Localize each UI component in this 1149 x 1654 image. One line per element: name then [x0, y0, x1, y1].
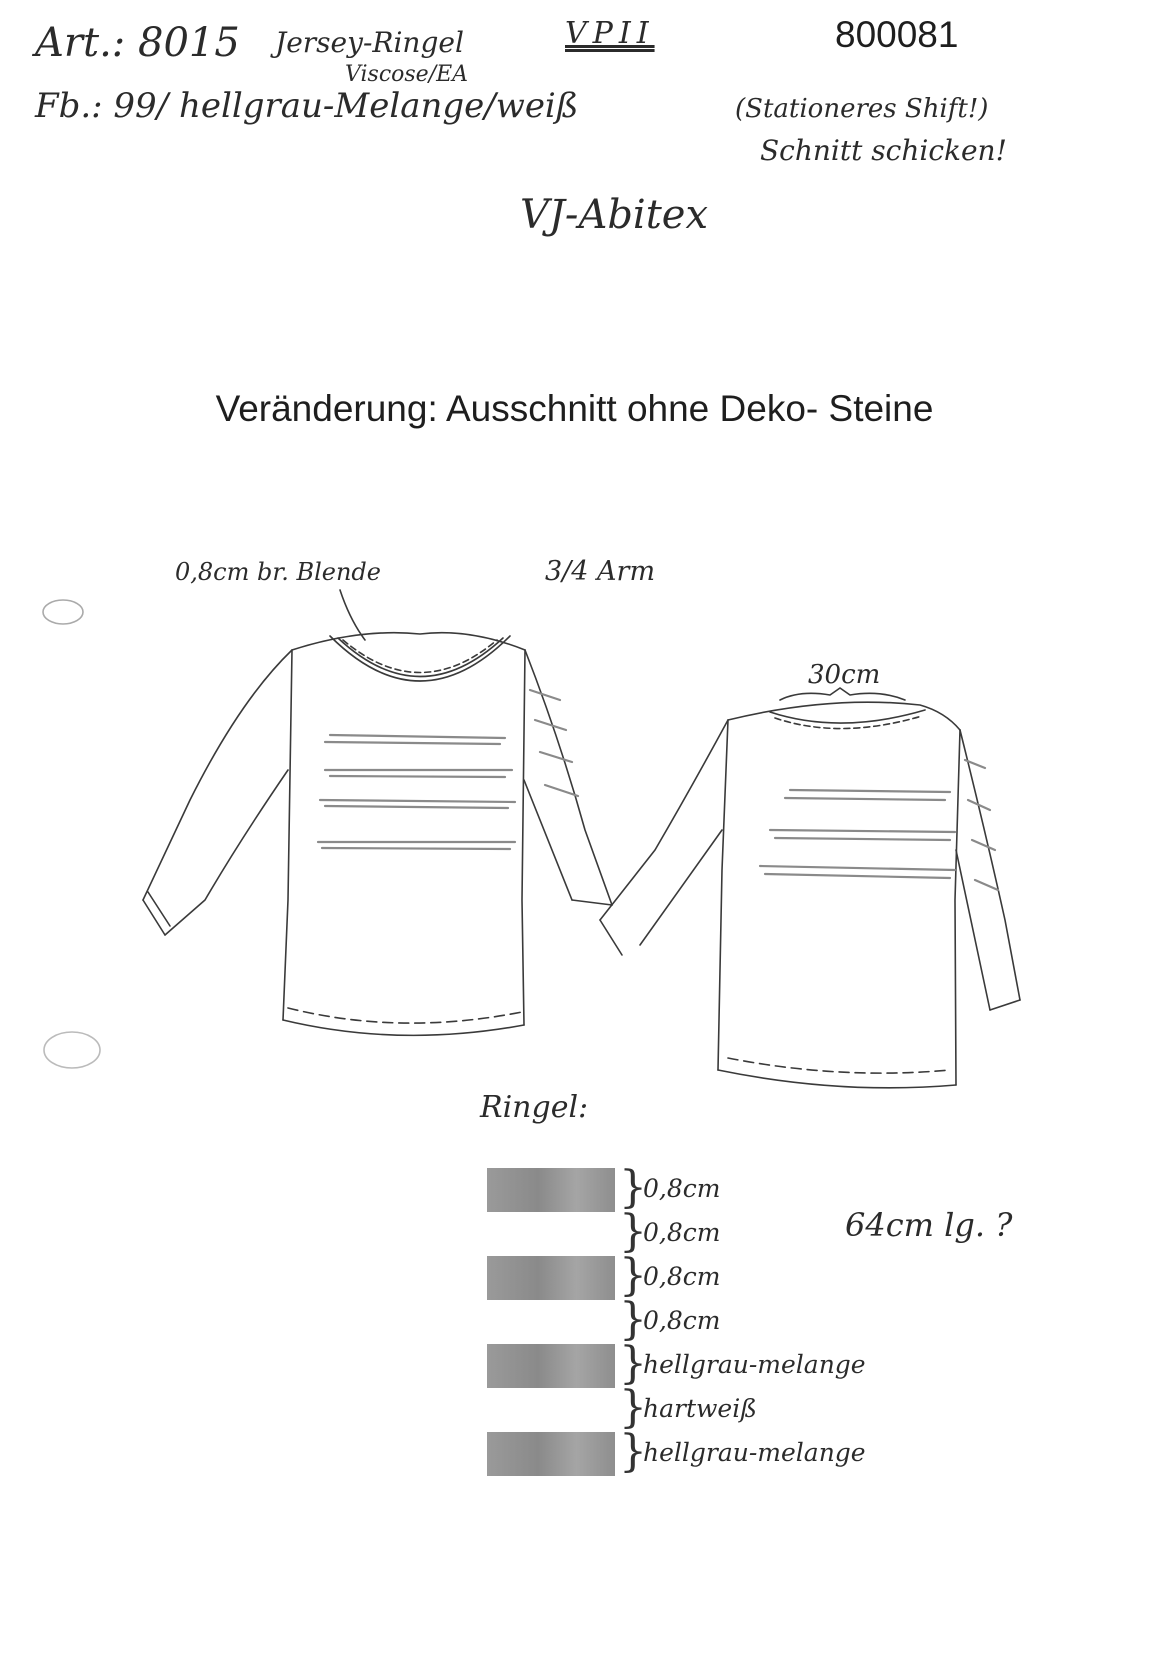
brace-mark: } [619, 1382, 647, 1433]
stripe-label: 0,8cm [643, 1218, 721, 1247]
back-width-label: 30cm [808, 660, 881, 690]
brace-mark: } [619, 1162, 647, 1213]
note-line-1: (Stationeres Shift!) [735, 94, 989, 124]
stripe-label: 0,8cm [643, 1174, 721, 1203]
colour-line: Fb.: 99/ hellgrau-Melange/weiß [35, 86, 579, 126]
stripe-swatch [487, 1388, 615, 1432]
brace-mark: } [619, 1338, 647, 1389]
note-line-2: Schnitt schicken! [760, 134, 1007, 167]
stripe-label: hellgrau-melange [643, 1438, 866, 1467]
stripe-label: 0,8cm [643, 1306, 721, 1335]
stripe-label: 0,8cm [643, 1262, 721, 1291]
vp-mark: VPII [565, 16, 655, 51]
brace-mark: } [619, 1294, 647, 1345]
article-description: Jersey-Ringel [275, 26, 464, 59]
stripe-legend-title: Ringel: [480, 1090, 589, 1125]
stripe-swatch [487, 1168, 615, 1212]
brace-mark: } [619, 1206, 647, 1257]
change-note: Veränderung: Ausschnitt ohne Deko- Steine [215, 388, 934, 429]
brace-mark: } [619, 1250, 647, 1301]
supplier-name: VJ-Abitex [520, 192, 709, 238]
stripe-label: hartweiß [643, 1394, 757, 1423]
stripe-swatch [487, 1344, 615, 1388]
reference-number: 800081 [835, 14, 959, 55]
stripe-label: hellgrau-melange [643, 1350, 866, 1379]
stripe-swatch [487, 1256, 615, 1300]
front-view-sketch [143, 633, 612, 1036]
back-view-sketch [600, 702, 1020, 1088]
sleeve-label: 3/4 Arm [545, 556, 656, 587]
neckband-label: 0,8cm br. Blende [175, 558, 381, 586]
article-number: Art.: 8015 [35, 20, 240, 66]
stripe-swatch [487, 1432, 615, 1476]
stripe-swatch [487, 1300, 615, 1344]
length-label: 64cm lg. ? [845, 1206, 1013, 1244]
brace-mark: } [619, 1426, 647, 1477]
neckband-leader-line [340, 590, 365, 640]
fabric-composition: Viscose/EA [345, 62, 469, 87]
stripe-swatch [487, 1212, 615, 1256]
